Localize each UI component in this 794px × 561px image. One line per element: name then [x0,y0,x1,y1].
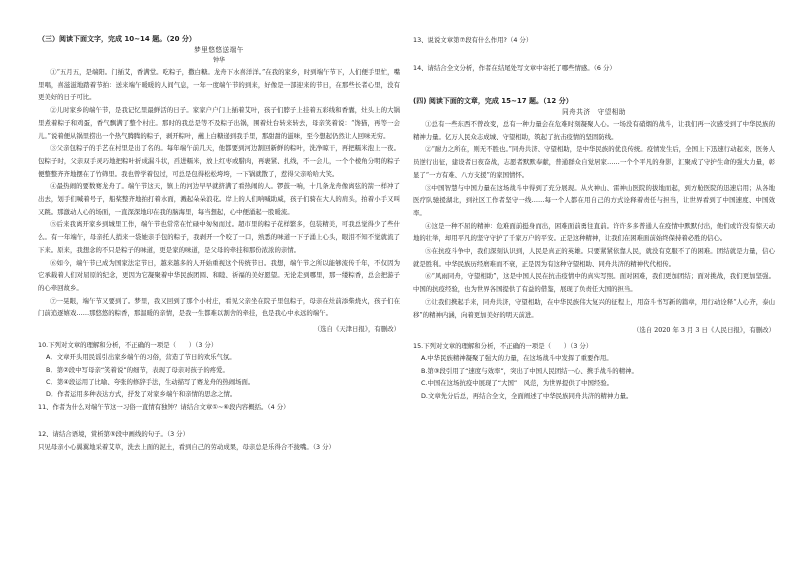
paragraph: ⑤在抗疫斗争中，我们深刻认识到，人民是真正的英雄。只要紧紧依靠人民，就没有克服不了的困难。团结就是力量，信心就是胜利。中华民族历经磨难而不衰，正是因为有这种守望相助、同舟共济的精神代代相传。 [413,247,775,268]
paragraph: ①总有一些东西不曾改变，总有一种力量会在危难时刻凝聚人心。一场没有硝烟的战斗，让我们再一次感受到了中华民族的精神力量。亿万人民众志成城、守望相助，筑起了抗击疫情的坚固防线。 [413,120,775,141]
passage-title: 梦里悠悠送端午 [194,46,244,54]
paragraph: ⑦一晃眼，端午节又要到了。梦里，我又回到了那个小村庄，看见父亲坐在院子里包粽子，母亲在灶前添柴烧火，孩子们在门前追逐嬉戏……那悠悠的粽香，那温暖的亲情，是我一生都难以割舍的牵挂，也是我心中永远的端午。 [38,296,400,318]
right-column [413,34,775,402]
paragraph: ④这是一种不屈的精神：危难面前挺身而出，困难面前勇往直前。许许多多普通人在疫情中默默付出，他们或许没有惊天动地的壮举，却用平凡的坚守守护了千家万户的平安。正是这种精神，让我们在困难面前始终保持着必胜的信心。 [413,221,775,243]
paragraph: ⑦让我们携起手来，同舟共济，守望相助，在中华民族伟大复兴的征程上，用奋斗书写新的篇章，用行动诠释“人心齐，泰山移”的精神内涵，向着更加美好的明天前进。 [413,297,775,319]
paragraph: ⑥“风雨同舟，守望相助”，这是中国人民在抗击疫情中的真实写照。面对困难，我们更加团结；面对挑战，我们更加坚强。中国的抗疫经验，也为世界各国提供了有益的借鉴，展现了负责任大国的担当。 [413,272,775,294]
option-b: B．第②段中写母亲“笑着说”的细节，表现了母亲对孩子的疼爱。 [46,365,229,374]
option-d: D．作者运用多种表达方式，抒发了对家乡端午和亲情的思念之情。 [46,390,237,399]
left-column [38,34,400,453]
question-10: 10.下列对文章的理解和分析，不正确的一项是（ ）（3 分） [38,340,218,349]
passage-source-2: （选自 2020 年 3 月 3 日《人民日报》，有删改） [632,326,775,335]
option-d: D.文章先分后总，再结合全文，全面阐述了中华民族同舟共济的精神力量。 [421,391,633,400]
answer-space [38,413,400,428]
question-12: 12、请结合语境，赏析第⑤段中画线的句子。（3 分） [38,430,189,439]
question-13: 13、说说文章第⑦段有什么作用?（4 分） [413,36,533,44]
section-heading: （三）阅读下面文字，完成 10~14 题。（20 分） [38,35,196,43]
question-15: 15.下列对文章的理解和分析，不正确的一项是（ ）（3 分） [413,341,593,350]
option-c: C．第④段运用了比喻、夸张的修辞手法，生动描写了赛龙舟的热闹场面。 [46,378,255,387]
option-c: C.中国在这场抗疫中展现了“大国” 风范，为世界提供了中国经验。 [421,379,614,388]
answer-space [413,74,775,96]
paragraph: ⑥如今，端午节已成为国家法定节日，越来越多的人开始重视这个传统节日。我想，端午节之所以能够流传千年，不仅因为它承载着人们对屈原的纪念，更因为它凝聚着中华民族团圆、和睦、祈福的美好愿望。无论走到哪里，那一缕粽香，总会把游子的心牵回故乡。 [38,258,400,292]
paragraph: ③中国智慧与中国力量在这场战斗中得到了充分展现。从火神山、雷神山医院的拔地而起，到方舱医院的迅速启用；从各地医疗队驰援湖北，到社区工作者坚守一线……每一个人都在用自己的方式诠释着责任与担当，让世界看到了中国速度、中国效率。 [413,183,775,217]
question-14: 14、请结合全文分析，作者在结尾处写文章中寄托了哪些情感。（6 分） [413,63,616,72]
passage-source: （选自《天津日报》，有删改） [313,325,400,334]
passage-title-2: 同舟共济 守望相助 [562,108,626,116]
answer-space [413,47,775,62]
paragraph: ④最热闹的要数赛龙舟了。端午节这天，镇上的河边早早就挤满了看热闹的人。锣鼓一响，十几条龙舟像离弦的箭一样冲了出去，划手们喊着号子，船桨整齐地拍打着水面，溅起朵朵浪花。岸上的人们呐喊助威，孩子们骑在大人的肩头，拍着小手又叫又跳。那激动人心的场面，一直深深地印在我的脑海里，每当想起，心中便涌起一股暖流。 [38,182,400,216]
paragraph: ①“五月五，是端阳。门插艾，香满堂。吃粽子，撒白糖。龙舟下水喜洋洋。”在我的家乡，时到端午节下，人们便手里忙，嘴里唱，喜滋滋地踏着节拍：送来端午暖暖的人间气息，一年一度端午节的到来，好像是一部迎来的节日，在那些长者心里，没有更美好的日子可比。 [38,68,400,102]
paragraph: ②儿时家乡的端午节，是我记忆里最鲜活的日子。家家户户门上插着艾叶，孩子们脖子上挂着五彩线和香囊，灶头上的大锅里煮着粽子和鸡蛋，香气飘满了整个村庄。那时的我总是等不及粽子出锅，围着灶台转来转去，母亲笑着说：“馋猫，再等一会儿。”说着便从锅里捞出一个热气腾腾的粽子，剥开粽叶，蘸上白糖递到我手里，那甜甜的滋味，至今想起仍然让人回味无穷。 [38,106,400,140]
passage-author: 钟华 [212,57,225,64]
paragraph: ③父亲包粽子的手艺在村里是出了名的。每年端午前几天，他都要到河边割回新鲜的粽叶，洗净晾干，再把糯米泡上一夜。包粽子时，父亲双手灵巧地把粽叶折成漏斗状，舀进糯米，放上红枣或腊肉，再裹紧、扎线，不一会儿，一个个棱角分明的粽子便整整齐齐地摆在了竹筛里。我也曾学着包过，可总是包得松松垮垮，一下锅就散了，惹得父亲哈哈大笑。 [38,144,400,178]
question-12-sentence: 只见母亲小心翼翼地采着艾草，洗去上面的泥土，看到自己的劳动成果，母亲总是乐得合不拢嘴。（3 分） [38,442,335,451]
option-a: A．文章开头用民谣引出家乡端午的习俗，营造了节日的欢乐气氛。 [46,353,236,362]
paragraph: ⑤后来我离开家乡到城里工作，端午节也常常在忙碌中匆匆而过。超市里的粽子花样繁多，包装精美，可我总觉得少了些什么。有一年端午，母亲托人捎来一袋她亲手包的粽子，我剥开一个咬了一口，熟悉的味道一下子涌上心头，眼泪不知不觉就流了下来。原来，我想念的不只是粽子的味道，更是家的味道，是父母的牵挂和那份浓浓的亲情。 [38,220,400,254]
section-heading-4: (四) 阅读下面的文章，完成 15~17 题。（12 分） [413,97,573,105]
option-a: A.中华民族精神凝聚了强大的力量，在这场战斗中发挥了重要作用。 [421,354,613,363]
question-11: 11、作者为什么对端午节这一习俗一直情有独钟？请结合文章①~⑥段内容概括。（4 分） [38,402,290,411]
option-b: B.第③段引用了“速度与效率”，突出了中国人民团结一心、携手战斗的精神。 [421,366,638,375]
paragraph: ②“耐力之所在，则无不胜也。”同舟共济、守望相助，是中华民族的优良传统。疫情发生后，全国上下迅速行动起来，医务人员逆行出征，建设者日夜奋战，志愿者默默奉献，普通群众自觉居家……一个个平凡的身影，汇聚成了守护生命的强大力量，彰显了“一方有难、八方支援”的家国情怀。 [413,145,775,179]
